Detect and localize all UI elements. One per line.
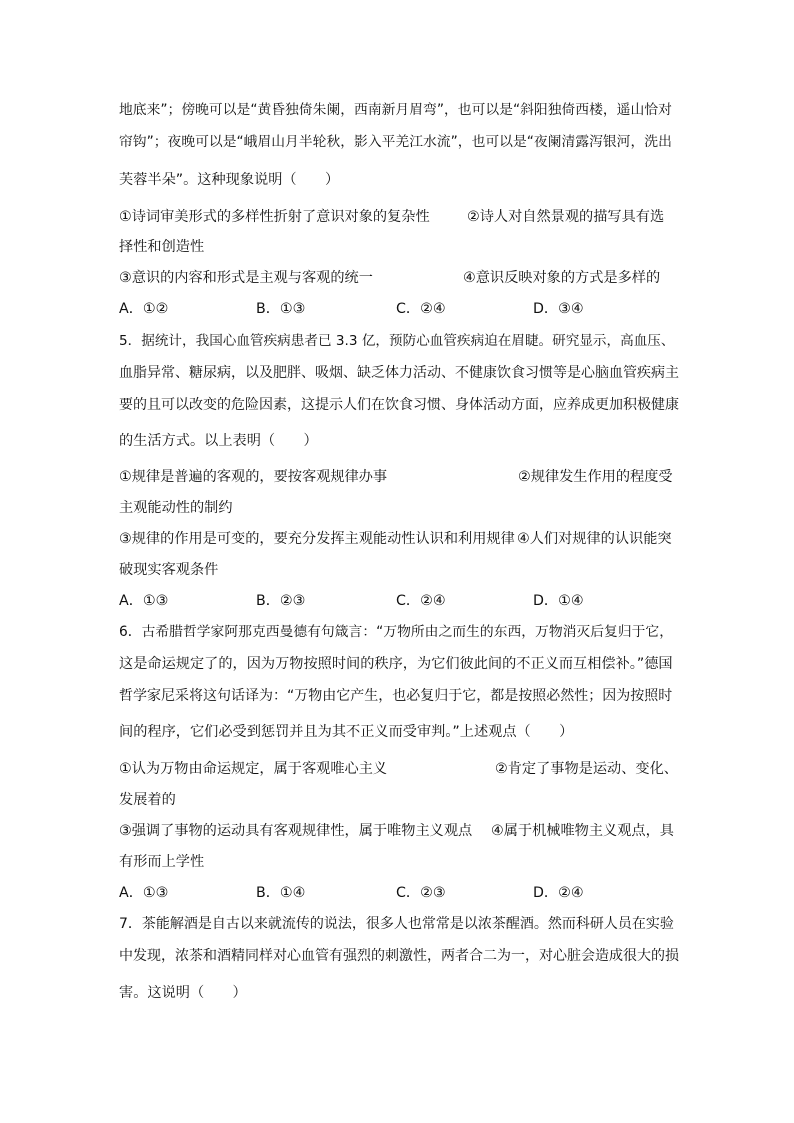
q4-statement-3: ③意识的内容和形式是主观与客观的统一 [119,270,373,286]
q6-statement-4-cont: 有形而上学性 [119,854,205,870]
q5-line-3: 要的且可以改变的危险因素，这提示人们在饮食习惯、身体活动方面，应养成更加积极健康 [119,397,679,413]
q5-option-d[interactable]: D．①④ [533,593,584,609]
q5-statement-3: ③规律的作用是可变的，要充分发挥主观能动性认识和利用规律 [119,531,515,547]
q7-line-2: 中发现，浓茶和酒精同样对心血管有强烈的刺激性，两者合二为一，对心脏会造成很大的损 [119,948,679,964]
q4-statement-4: ④意识反映对象的方式是多样的 [463,270,661,286]
q4-options [119,300,679,318]
q6-statement-2: ②肯定了事物是运动、变化、 [495,761,678,777]
q6-statement-4: ④属于机械唯物主义观点，具 [491,823,674,839]
q5-line-4: 的生活方式。以上表明（ ） [119,433,318,449]
q4-option-b[interactable]: B．①③ [256,301,306,317]
q6-option-a[interactable]: A．①③ [119,885,169,901]
q5-statement-2-cont: 主观能动性的制约 [119,500,233,516]
q5-statement-4: ④人们对规律的认识能突 [517,531,672,547]
q4-option-d[interactable]: D．③④ [533,301,584,317]
q4-statement-2-cont: 择性和创造性 [119,239,205,255]
q5-option-b[interactable]: B．②③ [256,593,306,609]
q6-statement-row-1 [119,760,679,778]
q5-line-1: 5．据统计，我国心血管疾病患者已 3.3 亿，预防心血管疾病迫在眉睫。研究显示，高血压、 [119,333,675,349]
q6-statement-3: ③强调了事物的运动具有客观规律性，属于唯物主义观点 [119,823,473,839]
q5-options [119,592,679,610]
q6-line-4: 间的程序，它们必受到惩罚并且为其不正义而受审判。”上述观点（ ） [119,724,574,740]
q6-line-2: 这是命运规定了的，因为万物按照时间的秩序，为它们彼此间的不正义而互相偿补。”德国 [119,656,673,672]
q5-option-a[interactable]: A．①③ [119,593,169,609]
q4-statement-row-2 [119,269,679,287]
q7-line-3: 害。这说明（ ） [119,985,247,1001]
q4-option-a[interactable]: A．①② [119,301,169,317]
q4-option-c[interactable]: C．②④ [396,301,446,317]
q5-line-2: 血脂异常、糖尿病，以及肥胖、吸烟、缺乏体力活动、不健康饮食习惯等是心脑血管疾病主 [119,365,679,381]
q5-statement-4-cont: 破现实客观条件 [119,562,219,578]
q6-options [119,884,679,902]
q6-line-1: 6．古希腊哲学家阿那克西曼德有句箴言：“万物所由之而生的东西，万物消灭后复归于它， [119,624,674,640]
q7-line-1: 7．茶能解酒是自古以来就流传的说法，很多人也常常是以浓茶醒酒。然而科研人员在实验 [119,916,674,932]
q6-statement-row-2 [119,822,679,840]
q4-statement-1: ①诗词审美形式的多样性折射了意识对象的复杂性 [119,209,430,225]
q6-option-c[interactable]: C．②③ [396,885,446,901]
q4-line-3: 芙蓉半朵”。这种现象说明（ ） [119,172,340,188]
q6-line-3: 哲学家尼采将这句话译为：“万物由它产生，也必复归于它，都是按照必然性；因为按照时 [119,688,673,704]
q5-statement-1: ①规律是普遍的客观的，要按客观规律办事 [119,469,388,485]
q4-statement-row-1 [119,208,679,226]
q6-statement-2-cont: 发展着的 [119,792,176,808]
q5-statement-row-1 [119,468,679,486]
q6-option-b[interactable]: B．①④ [256,885,306,901]
q5-option-c[interactable]: C．②④ [396,593,446,609]
q4-line-2: 帘钩”；夜晚可以是“峨眉山月半轮秋，影入平羌江水流”，也可以是“夜阑清露泻银河，洗出 [119,134,672,150]
q5-statement-row-2 [119,530,679,548]
q6-statement-1: ①认为万物由命运规定，属于客观唯心主义 [119,761,388,777]
q5-statement-2: ②规律发生作用的程度受 [518,469,673,485]
q4-line-1: 地底来”；傍晚可以是“黄昏独倚朱阑，西南新月眉弯”，也可以是“斜阳独倚西楼，遥山恰对 [119,102,672,118]
q4-statement-2: ②诗人对自然景观的描写具有选 [467,209,665,225]
q6-option-d[interactable]: D．②④ [533,885,584,901]
